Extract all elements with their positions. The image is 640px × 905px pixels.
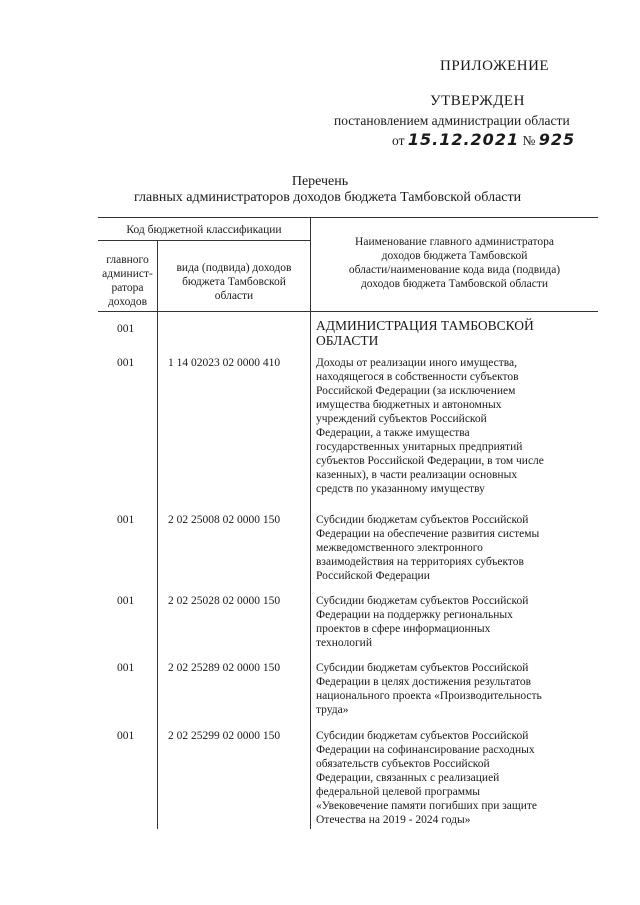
row-budget-code: 2 02 25299 02 0000 150 — [168, 730, 281, 742]
description-line: федеральной целевой программы — [316, 786, 480, 798]
description-line: проектов в сфере информационных — [316, 623, 491, 635]
description-line: имущества бюджетных и автономных — [316, 399, 502, 411]
description-line: технологий — [316, 637, 372, 649]
description-line: казенных), в части реализации основных — [316, 469, 518, 481]
from-prefix: от — [392, 133, 405, 148]
description-line: средств по указанному имуществу — [316, 483, 485, 495]
document-subtitle: главных администраторов доходов бюджета Тамбовской области — [134, 190, 522, 205]
row-budget-code: 2 02 25289 02 0000 150 — [168, 662, 281, 674]
decree-date-line — [392, 130, 575, 149]
approved-label: УТВЕРЖДЕН — [430, 93, 525, 109]
row-admin-code: 001 — [117, 323, 135, 335]
col1-header-line: главного — [106, 254, 149, 266]
description-line: труда» — [316, 704, 349, 716]
row-admin-code: 001 — [117, 595, 135, 607]
handwritten-date: 15.12.2021 — [407, 130, 520, 149]
description-line: Российской Федерации (за исключением — [316, 385, 516, 397]
row-admin-code: 001 — [117, 662, 135, 674]
description-line: «Увековечение памяти погибших при защите — [316, 800, 538, 812]
description-line: межведомственного электронного — [316, 542, 483, 554]
column-divider-1 — [157, 240, 158, 829]
decree-line: постановлением администрации области — [334, 113, 570, 128]
col1-header-line: ратора — [111, 282, 144, 294]
description-line: Федерации на софинансирование расходных — [316, 744, 535, 756]
col3-header — [311, 235, 598, 291]
description-line: Субсидии бюджетам субъектов Российской — [316, 730, 529, 742]
description-line: Федерации на обеспечение развития системы — [316, 528, 540, 540]
col1-header — [98, 253, 157, 309]
col3-header-line: области/наименование кода вида (подвида) — [348, 264, 561, 276]
col2-header-line: вида (подвида) доходов — [176, 262, 292, 274]
description-line: Федерации, связанных с реализацией — [316, 772, 500, 784]
row-admin-code: 001 — [117, 730, 135, 742]
description-line: Федерации в целях достижения результатов — [316, 676, 532, 688]
document-title: Перечень — [291, 174, 349, 189]
row-budget-code: 2 02 25028 02 0000 150 — [168, 595, 281, 607]
group-header-divider — [98, 240, 310, 241]
row-admin-code: 001 — [117, 357, 135, 369]
row-description — [316, 318, 580, 348]
row-description — [316, 594, 580, 650]
row-admin-code: 001 — [117, 514, 135, 526]
col2-header-line: бюджета Тамбовской — [182, 276, 286, 288]
row-description — [316, 729, 580, 827]
col3-header-line: доходов бюджета Тамбовской — [381, 250, 528, 262]
description-line: национального проекта «Производительность — [316, 690, 542, 702]
description-line: Отечества на 2019 - 2024 годы» — [316, 814, 471, 826]
description-line: АДМИНИСТРАЦИЯ ТАМБОВСКОЙ — [316, 318, 534, 333]
description-line: государственных унитарных предприятий — [316, 441, 523, 453]
group-header: Код бюджетной классификации — [126, 224, 282, 236]
description-line: Субсидии бюджетам субъектов Российской — [316, 662, 529, 674]
col1-header-line: доходов — [107, 296, 148, 308]
description-line: Доходы от реализации иного имущества, — [316, 357, 517, 369]
description-line: Федерации, а также имущества — [316, 427, 470, 439]
table-top-border — [98, 217, 598, 218]
description-line: Субсидии бюджетам субъектов Российской — [316, 514, 529, 526]
col1-header-line: админист- — [102, 268, 153, 280]
handwritten-number: 925 — [538, 130, 576, 149]
col3-header-line: доходов бюджета Тамбовской области — [360, 278, 549, 290]
description-line: учреждений субъектов Российской — [316, 413, 487, 425]
col2-header — [158, 261, 310, 303]
description-line: субъектов Российской Федерации, в том числе — [316, 455, 544, 467]
row-description — [316, 513, 580, 583]
description-line: ОБЛАСТИ — [316, 333, 379, 348]
col3-header-line: Наименование главного администратора — [355, 236, 554, 248]
row-budget-code: 1 14 02023 02 0000 410 — [168, 357, 281, 369]
appendix-label: ПРИЛОЖЕНИЕ — [440, 58, 550, 74]
row-budget-code: 2 02 25008 02 0000 150 — [168, 514, 281, 526]
row-description — [316, 356, 580, 496]
description-line: находящегося в собственности субъектов — [316, 371, 519, 383]
number-sign: № — [522, 133, 536, 148]
description-line: Российской Федерации — [316, 570, 430, 582]
description-line: обязательств субъектов Российской — [316, 758, 490, 770]
description-line: взаимодействия на территориях субъектов — [316, 556, 524, 568]
row-description — [316, 661, 580, 717]
column-divider-2 — [310, 217, 311, 829]
col2-header-line: области — [214, 290, 254, 302]
header-bottom-border — [98, 311, 598, 312]
description-line: Федерации на поддержку региональных — [316, 609, 513, 621]
description-line: Субсидии бюджетам субъектов Российской — [316, 595, 529, 607]
